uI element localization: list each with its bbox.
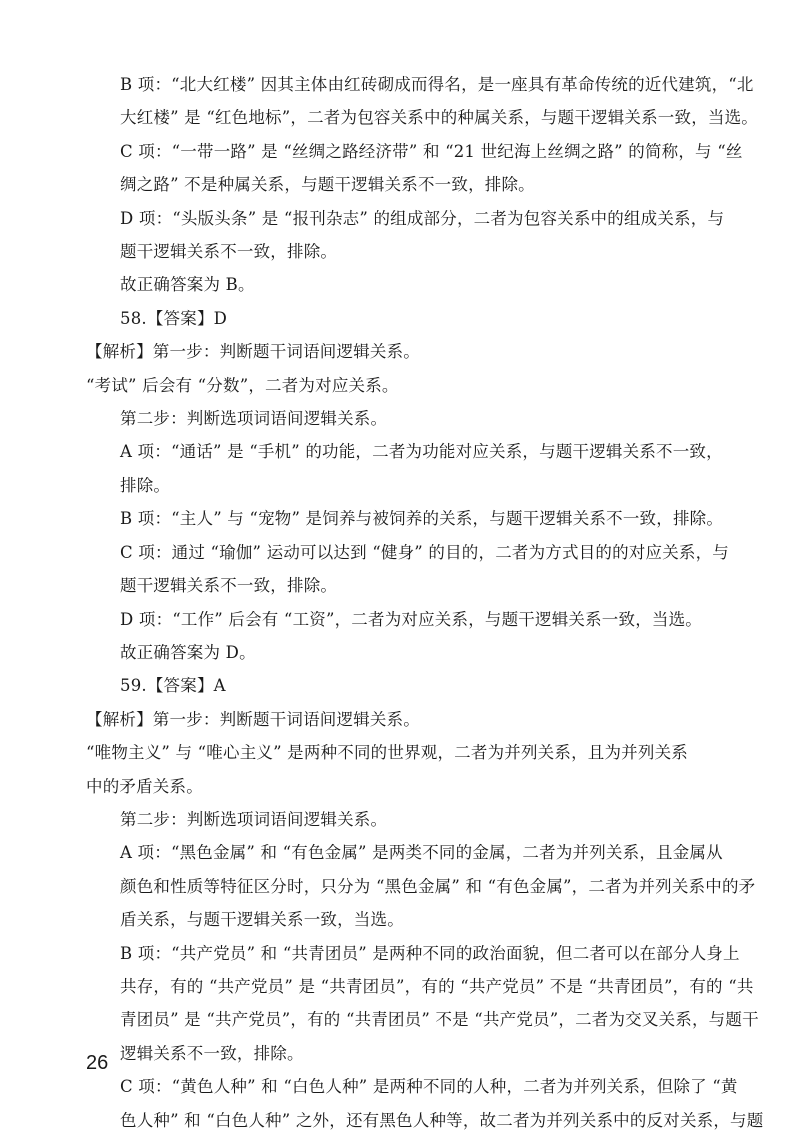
text-line: 第二步：判断选项词语间逻辑关系。	[120, 809, 388, 829]
text-line: 青团员” 是 “共产党员”，有的 “共青团员” 不是 “共产党员”，二者为交叉关系，与题干	[120, 1010, 759, 1030]
text-line: D 项：“工作” 后会有 “工资”，二者为对应关系，与题干逻辑关系一致，当选。	[120, 609, 703, 629]
paragraph	[86, 335, 718, 368]
paragraph	[86, 803, 718, 836]
paragraph	[86, 937, 759, 1071]
text-line: 59.【答案】A	[120, 676, 226, 696]
text-line: “唯物主义” 与 “唯心主义” 是两种不同的世界观，二者为并列关系，且为并列关系	[86, 743, 688, 763]
paragraph	[86, 135, 743, 202]
text-line: 【解析】第一步：判断题干词语间逻辑关系。	[86, 342, 420, 362]
text-line: C 项：“黄色人种” 和 “白色人种” 是两种不同的人种，二者为并列关系，但除了 “黄	[120, 1077, 738, 1097]
text-line: 共存，有的 “共产党员” 是 “共青团员”，有的 “共产党员” 不是 “共青团员”，有的 “共	[120, 976, 754, 996]
text-line: 绸之路” 不是种属关系，与题干逻辑关系不一致，排除。	[120, 175, 535, 195]
paragraph	[86, 268, 718, 301]
paragraph	[86, 736, 718, 803]
paragraph	[86, 636, 718, 669]
text-line: 故正确答案为 D。	[120, 642, 256, 662]
text-line: B 项：“共产党员” 和 “共青团员” 是两种不同的政治面貌，但二者可以在部分人身上	[120, 943, 740, 963]
page-number: 26	[86, 1052, 109, 1074]
document-body	[86, 68, 764, 1137]
text-line: 排除。	[120, 475, 171, 495]
text-line: A 项：“黑色金属” 和 “有色金属” 是两类不同的金属，二者为并列关系，且金属从	[120, 843, 723, 863]
text-line: 【解析】第一步：判断题干词语间逻辑关系。	[86, 709, 420, 729]
text-line: 色人种” 和 “白色人种” 之外，还有黑色人种等，故二者为并列关系中的反对关系，与题	[120, 1110, 764, 1130]
text-line: A 项：“通话” 是 “手机” 的功能，二者为功能对应关系，与题干逻辑关系不一致，	[120, 442, 723, 462]
text-line: B 项：“主人” 与 “宠物” 是饲养与被饲养的关系，与题干逻辑关系不一致，排除。	[120, 509, 724, 529]
text-line: 大红楼” 是 “红色地标”，二者为包容关系中的种属关系，与题干逻辑关系一致，当选。	[120, 108, 758, 128]
paragraph	[86, 369, 718, 402]
text-line: C 项：通过 “瑜伽” 运动可以达到 “健身” 的目的，二者为方式目的的对应关系，与	[120, 542, 729, 562]
text-line: B 项：“北大红楼” 因其主体由红砖砌成而得名，是一座具有革命传统的近代建筑，“北	[120, 75, 754, 94]
text-line: 58.【答案】D	[120, 308, 228, 328]
paragraph	[86, 502, 724, 535]
paragraph	[86, 202, 725, 269]
paragraph	[86, 669, 718, 702]
paragraph	[86, 703, 718, 736]
text-line: 中的矛盾关系。	[86, 776, 203, 796]
paragraph	[86, 302, 718, 335]
paragraph	[86, 603, 718, 636]
text-line: 第二步：判断选项词语间逻辑关系。	[120, 409, 388, 429]
text-line: “考试” 后会有 “分数”，二者为对应关系。	[86, 375, 399, 395]
text-line: 逻辑关系不一致，排除。	[120, 1043, 304, 1063]
text-line: C 项：“一带一路” 是 “丝绸之路经济带” 和 “21 世纪海上丝绸之路” 的简称，与 “丝	[120, 141, 743, 161]
paragraph	[86, 1070, 764, 1137]
text-line: 题干逻辑关系不一致，排除。	[120, 242, 338, 262]
paragraph	[86, 68, 758, 135]
text-line: 题干逻辑关系不一致，排除。	[120, 576, 338, 596]
paragraph	[86, 536, 729, 603]
text-line: 颜色和性质等特征区分时，只分为 “黑色金属” 和 “有色金属”，二者为并列关系中的矛	[120, 876, 756, 896]
paragraph	[86, 836, 756, 936]
text-line: D 项：“头版头条” 是 “报刊杂志” 的组成部分，二者为包容关系中的组成关系，与	[120, 208, 725, 228]
text-line: 故正确答案为 B。	[120, 275, 255, 295]
text-line: 盾关系，与题干逻辑关系一致，当选。	[120, 910, 404, 930]
paragraph	[86, 435, 723, 502]
paragraph	[86, 402, 718, 435]
